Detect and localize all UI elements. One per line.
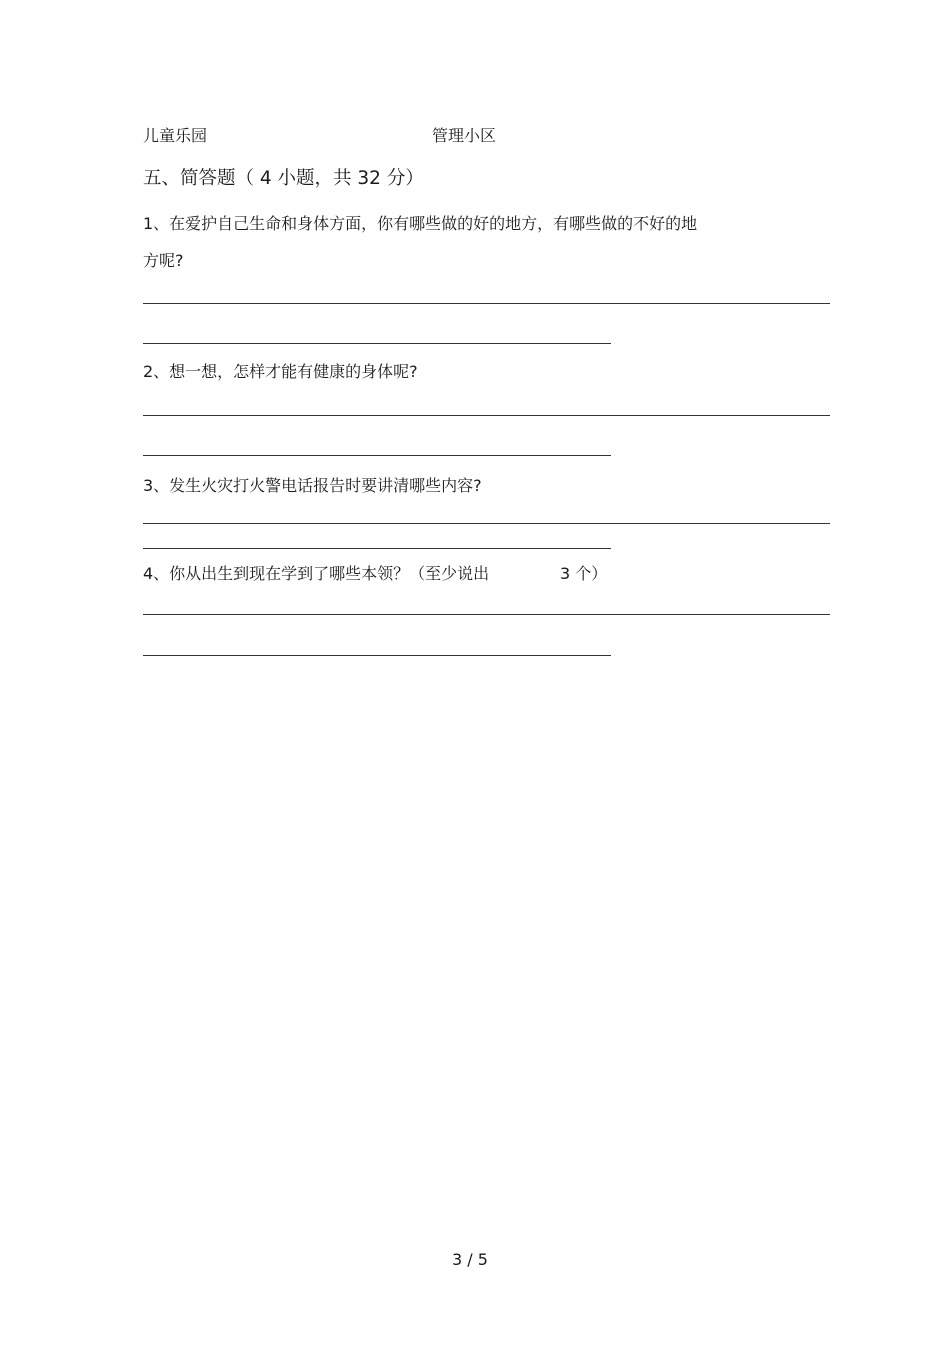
answer-line-4b[interactable] [143, 655, 611, 656]
question-1-text: 1、在爱护自己生命和身体方面，你有哪些做的好的地方，有哪些做的不好的地 [143, 214, 698, 233]
answer-line-3b[interactable] [143, 548, 611, 549]
question-1-text-cont: 方呢? [143, 251, 184, 270]
answer-line-4a[interactable] [143, 614, 830, 615]
label-children-playground: 儿童乐园 [143, 126, 208, 145]
answer-line-1b[interactable] [143, 343, 611, 344]
question-4-text: 4、你从出生到现在学到了哪些本领？（至少说出 [143, 564, 490, 583]
answer-line-3a[interactable] [143, 523, 830, 524]
question-4-text-tail: 3 个） [560, 564, 608, 583]
question-2-text: 2、想一想，怎样才能有健康的身体呢? [143, 362, 418, 381]
answer-line-2a[interactable] [143, 415, 830, 416]
answer-line-1a[interactable] [143, 303, 830, 304]
label-management-area: 管理小区 [432, 126, 497, 145]
section-title: 五、简答题（ 4 小题，共 32 分） [143, 168, 424, 189]
page-number: 3 / 5 [452, 1250, 488, 1269]
question-3-text: 3、发生火灾打火警电话报告时要讲清哪些内容? [143, 476, 482, 495]
answer-line-2b[interactable] [143, 455, 611, 456]
